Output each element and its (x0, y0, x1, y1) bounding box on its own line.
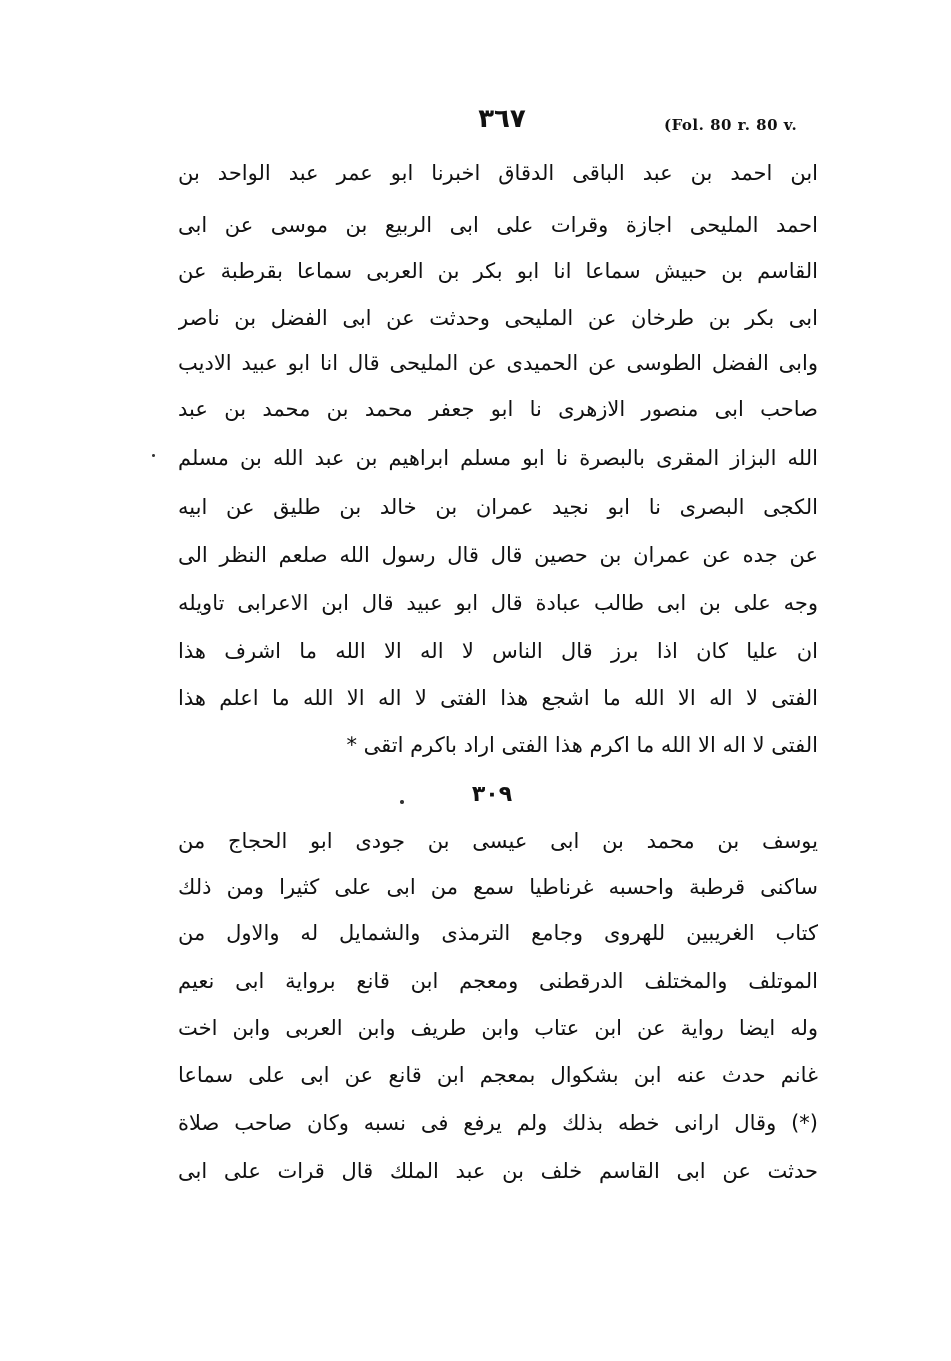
text-line: كتاب الغريبين للهروى وجامع الترمذى والشمايل له والاول من (178, 921, 818, 945)
text-line: ابى بكر بن طرخان عن المليحى وحدثت عن ابى الفضل بن ناصر (178, 306, 818, 330)
text-line: القاسم بن حبيش سماعا انا ابو بكر بن العربى سماعا بقرطبة عن (178, 259, 818, 283)
text-line: احمد المليحى اجازة وقرات على ابى الربيع بن موسى عن ابى (178, 213, 818, 237)
text-line: وجه على بن ابى طالب عبادة قال ابو عبيد قال ابن الاعرابى تاويله (178, 591, 818, 615)
text-line: صاحب ابى منصور الازهرى نا ابو جعفر محمد بن محمد بن عبد (178, 397, 818, 421)
text-line: (*) وقال ارانى خطه بذلك ولم يرفع فى نسبه وكان صاحب صلاة (178, 1111, 818, 1135)
print-speck (400, 800, 404, 804)
entry-number: ٣٠٩ (471, 782, 513, 807)
text-line: وابى الفضل الطوسى عن الحميدى عن المليحى قال انا ابو عبيد الاديب (178, 351, 818, 375)
text-line: ابن احمد بن عبد الباقى الدقاق اخبرنا ابو عمر عبد الواحد بن (178, 161, 818, 185)
text-line: ان عليا كان اذا برز قال الناس لا اله الا الله ما اشرف هذا (178, 639, 818, 663)
print-speck (152, 454, 155, 457)
text-line: الكجى البصرى نا ابو نجيد عمران بن خالد بن طليق عن ابيه (178, 495, 818, 519)
text-line: وله ايضا رواية عن ابن عتاب وابن طريف وابن العربى وابن اخت (178, 1016, 818, 1040)
text-line: ساكنى قرطبة واحسبه غرناطيا سمع من ابى على كثيرا ومن ذلك (178, 875, 818, 899)
text-line: الموتلف والمختلف الدرقطنى ومعجم ابن قانع برواية ابى نعيم (178, 969, 818, 993)
page-number: ٣٦٧ (478, 104, 526, 134)
text-line: غانم حدث عنه ابن بشكوال بمعجم ابن قانع عن ابى على سماعا (178, 1063, 818, 1087)
text-line: الفتى لا اله الا الله ما اشجع هذا الفتى لا اله الا الله ما اعلم هذا (178, 686, 818, 710)
text-line: يوسف بن محمد بن ابى عيسى بن جودى ابو الحجاج من (178, 829, 818, 853)
text-line: الفتى لا اله الا الله ما اكرم هذا الفتى اراد باكرم اتقى * (346, 733, 818, 757)
text-line: عن جده عن عمران بن حصين قال قال رسول الله صلعم النظر الى (178, 543, 818, 567)
text-line: حدثت عن ابى القاسم خلف بن عبد الملك قال قرات على ابى (178, 1159, 818, 1183)
folio-reference: (Fol. 80 r. 80 v. (664, 116, 798, 134)
text-line: الله البزاز المقرى بالبصرة نا ابو مسلم ابراهيم بن عبد الله بن مسلم (178, 446, 818, 470)
